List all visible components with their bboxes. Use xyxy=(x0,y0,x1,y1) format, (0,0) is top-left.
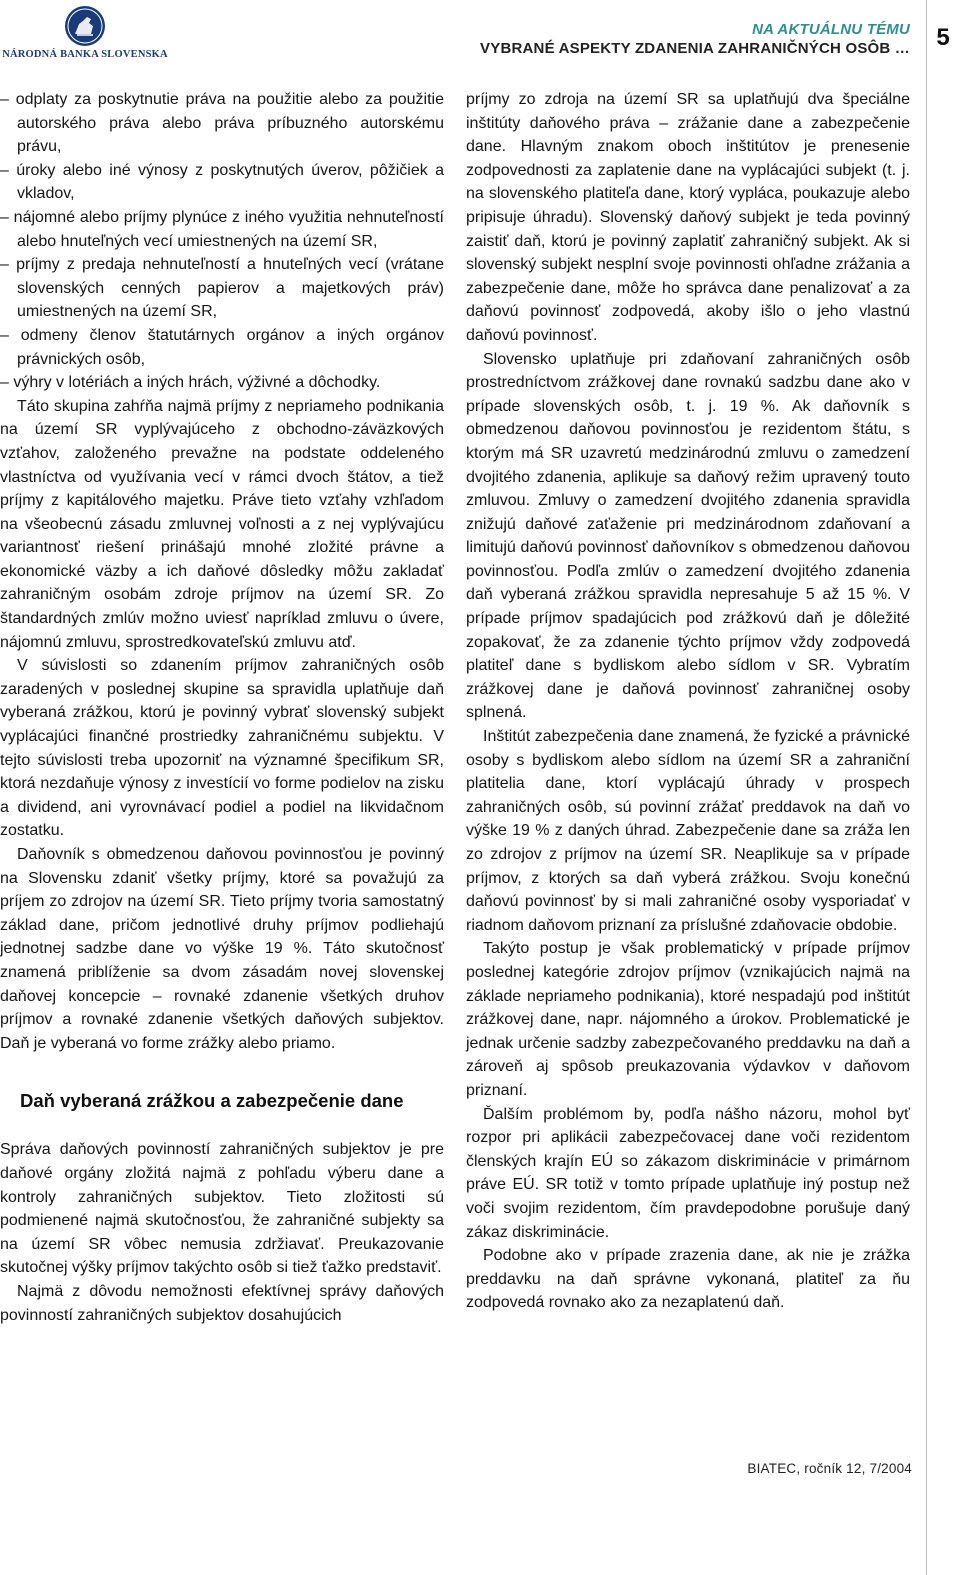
income-list xyxy=(0,88,444,395)
list-item: – výhry v lotériách a iných hrách, výživné a dôchodky. xyxy=(0,374,381,392)
paragraph: Daňovník s obmedzenou daňovou povinnosťou je povinný na Slovensku zdaniť všetky príjmy, ktoré sa považujú za príjem zo zdrojov na území SR. Tieto príjmy tvoria samostatný základ dane, pričom jednotlivé druhy príjmov podliehajú jednotnej sadzbe dane vo výške 19 %. Táto skutočnosť znamená priblíženie sa dvom zásadám novej slovenskej daňovej koncepcie – rovnaké zdanenie všetkých druhov príjmov a rovnaké zdanenie všetkých daňových subjektov. Daň je vyberaná vo forme zrážky alebo priamo. xyxy=(0,846,444,1052)
list-item: – úroky alebo iné výnosy z poskytnutých úverov, pôžičiek a vkladov, xyxy=(0,161,444,203)
paragraph: Táto skupina zahŕňa najmä príjmy z nepriameho podnikania na území SR vyplývajúceho z obchodno-záväzkových vzťahov, založeného prevažne na podstate oddeleného vlastníctva od využívania vecí v rámci dvoch štátov, a tiež príjmy z kapitálového majetku. Práve tieto vzťahy vzhľadom na všeobecnú zásadu zmluvnej voľnosti a z nej vyplývajúcu variantnosť riešení prinášajú mnohé zložité právne a ekonomické väzby a ich daňové dôsledky môžu zakladať zahraničným osobám zdroje príjmov na území SR. Zo štandardných zmlúv možno uviesť napríklad zmluvu o úvere, nájomnú zmluvu, sprostredkovateľskú zmluvu atď. xyxy=(0,397,444,651)
section-category: NA AKTUÁLNU TÉMU xyxy=(752,21,910,38)
left-column xyxy=(0,88,444,1327)
footer-citation: BIATEC, ročník 12, 7/2004 xyxy=(747,1461,912,1476)
section-heading: Daň vyberaná zrážkou a zabezpečenie dane xyxy=(20,1090,404,1112)
logo-text: NÁRODNÁ BANKA SLOVENSKA xyxy=(2,49,168,60)
running-header xyxy=(480,20,910,58)
list-item: – príjmy z predaja nehnuteľností a hnuteľných vecí (vrátane slovenských cenných papierov a majetkových práv) umiestnených na území SR, xyxy=(0,256,444,321)
article-title: VYBRANÉ ASPEKTY ZDANENIA ZAHRANIČNÝCH OSÔB … xyxy=(480,40,910,57)
paragraph: Takýto postup je však problematický v prípade príjmov poslednej kategórie zdrojov príjmov (vznikajúcich najmä na základe nepriameho podnikania), ktoré nespadajú pod inštitút zrážkovej dane, napr. nájomného a úrokov. Problematické je jednak určenie sadzby zabezpečovaného preddavku na daň a zároveň aj spôsob preukazovania výdavkov v daňovom priznaní. xyxy=(466,940,910,1099)
paragraph: Podobne ako v prípade zrazenia dane, ak nie je zrážka preddavku na daň správne vykonaná, platiteľ za ňu zodpovedá rovnako ako za nezaplatenú daň. xyxy=(466,1247,910,1312)
list-item: – odmeny členov štatutárnych orgánov a iných orgánov právnických osôb, xyxy=(0,326,444,368)
paragraph: Najmä z dôvodu nemožnosti efektívnej správy daňových povinností zahraničných subjektov dosahujúcich xyxy=(0,1282,444,1324)
side-divider xyxy=(926,0,927,1575)
list-item: – nájomné alebo príjmy plynúce z iného využitia nehnuteľností alebo hnuteľných vecí umiestnených na území SR, xyxy=(0,208,444,250)
paragraph: Inštitút zabezpečenia dane znamená, že fyzické a právnické osoby s bydliskom alebo sídlom na území SR a zahraniční platitelia dane, ktorí vyplácajú úhrady v prospech zahraničných osôb, sú povinní zrážať preddavok na daň vo výške 19 % z daných úhrad. Zabezpečenie dane sa zráža len zo zdrojov z príjmov na území SR. Neaplikuje sa v prípade príjmov, z ktorých sa daň vyberá zrážkou. Svoju konečnú daňovú povinnosť by si mali zahraničné osoby vysporiadať v riadnom daňovom priznaní za príslušné zdaňovacie obdobie. xyxy=(466,728,910,934)
right-column xyxy=(466,88,910,1315)
paragraph: Slovensko uplatňuje pri zdaňovaní zahraničných osôb prostredníctvom zrážkovej dane rovnakú sadzbu dane ako v prípade slovenských osôb, t. j. 19 %. Ak daňovník s obmedzenou daňovou povinnosťou je rezidentom štátu, s ktorým má SR uzavretú medzinárodnú zmluvu o zamedzení dvojitého zdanenia, aplikuje sa daňový režim upravený touto zmluvou. Zmluvy o zamedzení dvojitého zdanenia spravidla znižujú daňové zaťaženie pri medzinárodnom zdaňovaní a limitujú daňovú povinnosť daňovníkov s obmedzenou daňovou povinnosťou. Podľa zmlúv o zamedzení dvojitého zdanenia daň vyberaná zrážkou spravidla nepresahuje 5 až 15 %. V prípade príjmov spadajúcich pod zrážkovú daň je dôležité zopakovať, že za zdanenie týchto príjmov vždy zodpovedá platiteľ dane s bydliskom alebo sídlom v SR. Vybratím zrážkovej dane je daňová povinnosť zahraničnej osoby splnená. xyxy=(466,350,910,722)
paragraph: príjmy zo zdroja na území SR sa uplatňujú dva špeciálne inštitúty daňového práva – zrážanie dane a zabezpečenie dane. Hlavným znakom oboch inštitútov je prenesenie zodpovednosti za zaplatenie dane na vyplácajúci subjekt (t. j. na slovenského platiteľa dane, ktorý vypláca, poukazuje alebo pripisuje úhradu). Slovenský daňový subjekt je teda povinný zaistiť daň, ktorú je povinný zaplatiť zahraničný subjekt. Ak si slovenský subjekt nesplní svoje povinnosti ohľadne zrážania a zabezpečenie dane, môže ho správca dane penalizovať a za daňovú povinnosť zodpovedá, akoby išlo o jeho vlastnú daňovú povinnosť. xyxy=(466,91,910,344)
page-number: 5 xyxy=(936,24,950,51)
nbs-emblem-icon xyxy=(62,4,108,48)
paragraph: Ďalším problémom by, podľa nášho názoru, mohol byť rozpor pri aplikácii zabezpečovacej dane voči rezidentom členských krajín EÚ so zákazom diskriminácie v primárnom práve EÚ. SR totiž v tomto prípade uplatňuje iný postup než voči svojim rezidentom, čím pravdepodobne porušuje daný zákaz diskriminácie. xyxy=(466,1105,910,1241)
paragraph: Správa daňových povinností zahraničných subjektov je pre daňové orgány zložitá najmä z pohľadu výberu dane a kontroly zahraničných subjektov. Tieto zložitosti sú podmienené najmä skutočnosťou, že zahraničné subjekty sa na území SR vôbec nemusia zdržiavať. Preukazovanie skutočnej výšky príjmov takýchto osôb si tiež ťažko predstaviť. xyxy=(0,1141,444,1277)
nbs-logo xyxy=(0,4,170,66)
list-item: – odplaty za poskytnutie práva na použitie alebo za použitie autorského práva alebo práva príbuzného autorskému právu, xyxy=(0,91,444,156)
paragraph: V súvislosti so zdanením príjmov zahraničných osôb zaradených v poslednej skupine sa spravidla uplatňuje daň vyberaná zrážkou, ktorú je povinný vybrať slovenský subjekt vyplácajúci finančné prostriedky zahraničnému subjektu. V tejto súvislosti treba upozorniť na významné špecifikum SR, ktorá nezdaňuje výnosy z investícií vo forme podielov na zisku a dividend, ani vyrovnávací podiel a podiel na likvidačnom zostatku. xyxy=(0,657,444,840)
